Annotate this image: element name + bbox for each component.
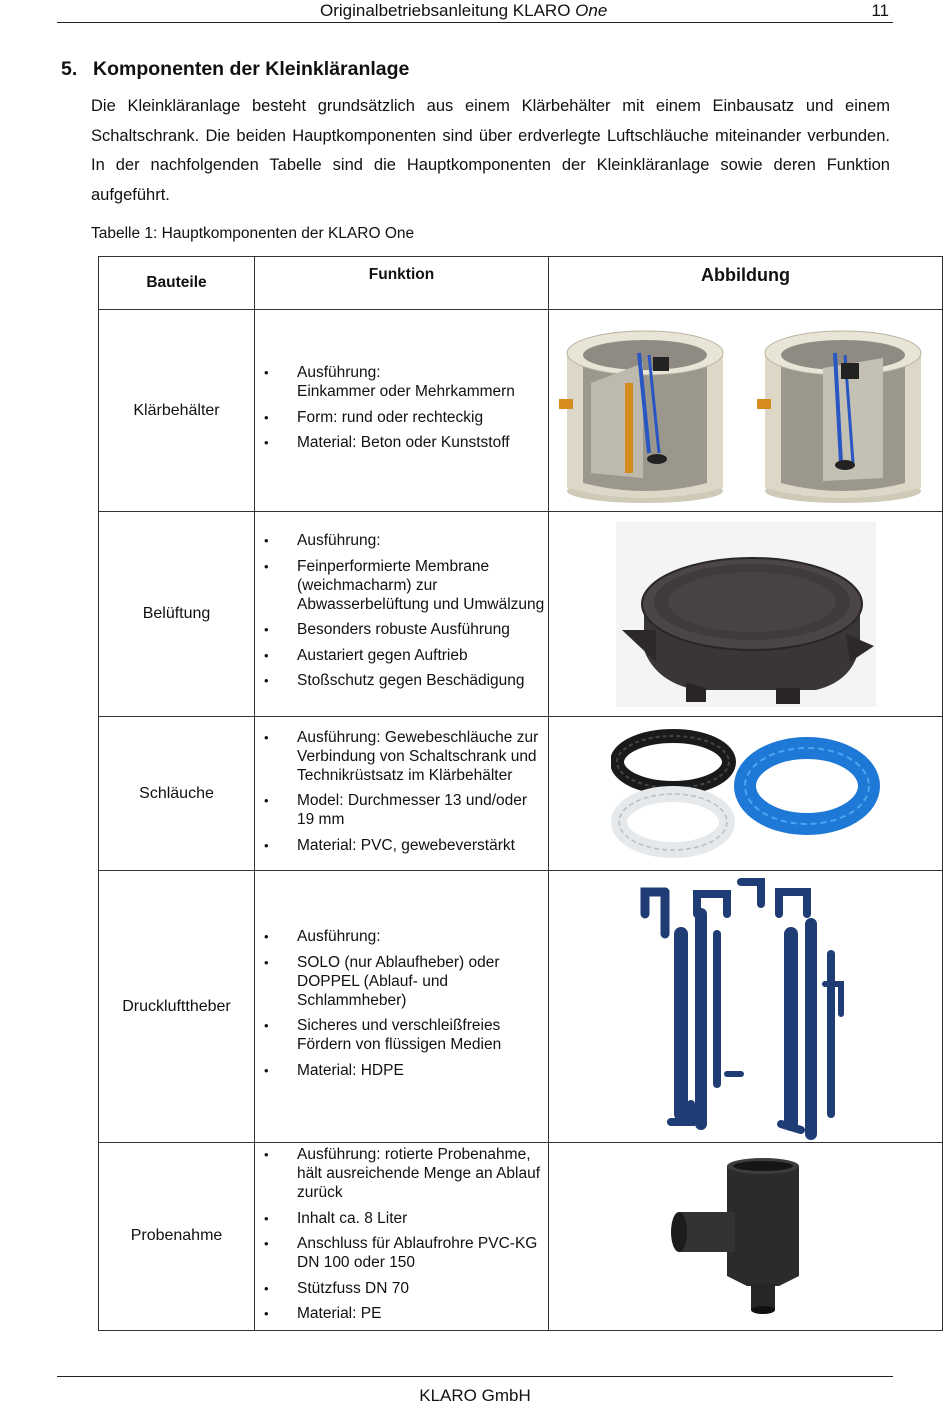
table-row <box>99 1143 943 1331</box>
list-item: • Form: rund oder rechteckig <box>297 408 548 427</box>
list-item: • Stützfuss DN 70 <box>297 1279 548 1298</box>
part-name: Klärbehälter <box>99 310 255 512</box>
header-bauteile: Bauteile <box>99 257 255 310</box>
image-cell <box>549 310 943 512</box>
sampling-device-image <box>671 1156 821 1316</box>
list-item: • Anschluss für Ablaufrohre PVC-KG DN 100 oder 150 <box>297 1234 548 1272</box>
function-list <box>255 1143 548 1323</box>
tank-cutaway-image <box>553 313 938 509</box>
function-cell <box>255 310 549 512</box>
function-list <box>255 363 548 453</box>
section-number: 5. <box>61 58 78 80</box>
section-title: Komponenten der Kleinkläranlage <box>93 58 410 80</box>
document-title-italic: One <box>575 1 608 20</box>
function-list <box>255 531 548 690</box>
page-header <box>57 0 893 23</box>
page-footer: KLARO GmbH <box>419 1386 531 1405</box>
header-abbildung: Abbildung <box>549 257 943 310</box>
list-item: • Sicheres und verschleißfreies Fördern von flüssigen Medien <box>297 1016 548 1054</box>
function-list <box>255 927 548 1080</box>
function-cell <box>255 512 549 717</box>
airlift-pump-image <box>631 874 861 1140</box>
list-item: Einkammer oder Mehrkammern <box>297 383 515 400</box>
intro-paragraph: Die Kleinkläranlage besteht grundsätzlich aus einem Klärbehälter mit einem Einbausatz und einem Schaltschrank. Die beiden Hauptkomponenten sind über erdverlegte Luftschläuche miteinander verbunden. In der nachfolgenden Tabelle sind die Hauptkomponenten der Kleinkläranlage sowie deren Funktion aufgeführt. <box>91 97 890 204</box>
function-cell <box>255 717 549 871</box>
image-cell <box>549 871 943 1143</box>
membrane-diffuser-image <box>616 522 876 707</box>
table-caption: Tabelle 1: Hauptkomponenten der KLARO One <box>91 225 415 242</box>
table-row <box>99 310 943 512</box>
image-cell <box>549 717 943 871</box>
function-cell <box>255 1143 549 1331</box>
table-header-row <box>99 257 943 310</box>
function-cell <box>255 871 549 1143</box>
list-item: • Ausführung: <box>297 927 548 946</box>
list-item: • SOLO (nur Ablaufheber) oder DOPPEL (Ablauf- und Schlammheber) <box>297 953 548 1010</box>
part-name: Belüftung <box>99 512 255 717</box>
list-item: • Feinperformierte Membrane (weichmacharm) zur Abwasserbelüftung und Umwälzung <box>297 557 548 614</box>
list-item: • Austariert gegen Auftrieb <box>297 646 548 665</box>
section-heading <box>61 58 409 81</box>
table-row <box>99 717 943 871</box>
list-item: • Ausführung: rotierte Probenahme, hält ausreichende Menge an Ablauf zurück <box>297 1145 548 1202</box>
part-name: Schläuche <box>99 717 255 871</box>
components-table <box>98 256 943 1331</box>
list-item: • Besonders robuste Ausführung <box>297 620 548 639</box>
table-row <box>99 871 943 1143</box>
list-item: • Material: HDPE <box>297 1061 548 1080</box>
list-item: • Material: PVC, gewebeverstärkt <box>297 836 548 855</box>
table-row <box>99 512 943 717</box>
list-item: • Stoßschutz gegen Beschädigung <box>297 671 548 690</box>
list-item: • Inhalt ca. 8 Liter <box>297 1209 548 1228</box>
document-title-main: Originalbetriebsanleitung KLARO <box>320 1 571 20</box>
image-cell <box>549 512 943 717</box>
list-item: • Material: Beton oder Kunststoff <box>297 433 548 452</box>
footer-divider <box>57 1376 893 1377</box>
list-item: • Ausführung: <box>297 531 548 550</box>
image-cell <box>549 1143 943 1331</box>
document-title <box>320 1 607 21</box>
list-item: • Ausführung: <box>297 363 548 382</box>
list-item: • Model: Durchmesser 13 und/oder 19 mm <box>297 791 548 829</box>
list-item: • Ausführung: Gewebeschläuche zur Verbindung von Schaltschrank und Technikrüstsatz im Klärbehälter <box>297 728 548 785</box>
hose-coils-image <box>611 724 881 864</box>
part-name: Probenahme <box>99 1143 255 1331</box>
header-funktion: Funktion <box>255 257 549 310</box>
list-item: • Material: PE <box>297 1304 548 1323</box>
function-list <box>255 726 548 855</box>
part-name: Drucklufttheber <box>99 871 255 1143</box>
page-number: 11 <box>871 1 889 20</box>
